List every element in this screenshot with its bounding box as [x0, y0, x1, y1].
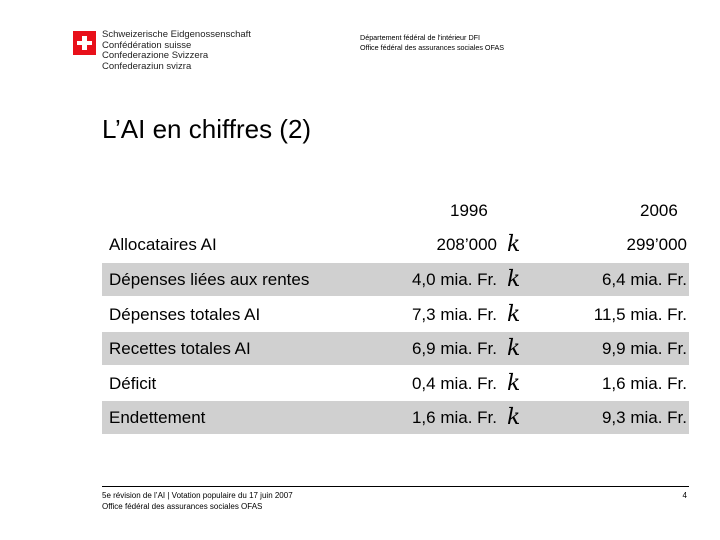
value-2006: 1,6 mia. Fr. — [601, 374, 687, 393]
department-line: Office fédéral des assurances sociales OFAS — [360, 43, 505, 52]
footer-line-1: 5e révision de l’AI | Votation populaire du 17 juin 2007 — [102, 491, 293, 500]
table-row — [102, 401, 689, 434]
confederation-line: Confederaziun svizra — [102, 60, 192, 72]
confederation-line: Confederazione Svizzera — [102, 50, 209, 62]
table-row — [102, 367, 689, 400]
table-row — [102, 228, 689, 261]
value-2006: 11,5 mia. Fr. — [593, 305, 687, 324]
footer-text — [102, 490, 293, 512]
table-row — [102, 332, 689, 365]
department-line: Département fédéral de l'intérieur DFI — [360, 33, 481, 42]
value-1996: 6,9 mia. Fr. — [411, 339, 497, 358]
trend-arrow-icon: k — [507, 232, 521, 257]
trend-arrow-icon: k — [507, 336, 521, 361]
trend-arrow-icon: k — [507, 302, 521, 327]
page-title: L’AI en chiffres (2) — [102, 114, 312, 144]
row-label: Déficit — [109, 374, 157, 393]
confederation-name — [102, 30, 251, 72]
trend-arrow-icon: k — [507, 267, 521, 292]
value-1996: 0,4 mia. Fr. — [411, 374, 497, 393]
department-name — [360, 33, 504, 53]
swiss-cross-icon — [73, 31, 96, 55]
row-label: Dépenses liées aux rentes — [109, 270, 310, 289]
table-row — [102, 298, 689, 331]
value-1996: 208’000 — [436, 235, 497, 254]
value-2006: 6,4 mia. Fr. — [601, 270, 687, 289]
value-2006: 9,9 mia. Fr. — [601, 339, 687, 358]
page-number: 4 — [682, 491, 687, 500]
confederation-line: Schweizerische Eidgenossenschaft — [102, 29, 251, 40]
row-label: Allocataires AI — [109, 235, 217, 254]
footer-divider — [102, 486, 689, 487]
table-row — [102, 263, 689, 296]
row-label: Dépenses totales AI — [109, 305, 261, 324]
value-1996: 7,3 mia. Fr. — [411, 305, 497, 324]
value-2006: 299’000 — [626, 235, 687, 254]
column-header-2006: 2006 — [640, 201, 678, 220]
value-1996: 1,6 mia. Fr. — [411, 408, 497, 427]
trend-arrow-icon: k — [507, 405, 521, 430]
footer-line-2: Office fédéral des assurances sociales OFAS — [102, 502, 263, 511]
confederation-line: Confédération suisse — [102, 39, 192, 51]
row-label: Recettes totales AI — [109, 339, 251, 358]
column-header-1996: 1996 — [450, 201, 488, 220]
value-2006: 9,3 mia. Fr. — [601, 408, 687, 427]
row-label: Endettement — [109, 408, 206, 427]
trend-arrow-icon: k — [507, 371, 521, 396]
value-1996: 4,0 mia. Fr. — [411, 270, 497, 289]
